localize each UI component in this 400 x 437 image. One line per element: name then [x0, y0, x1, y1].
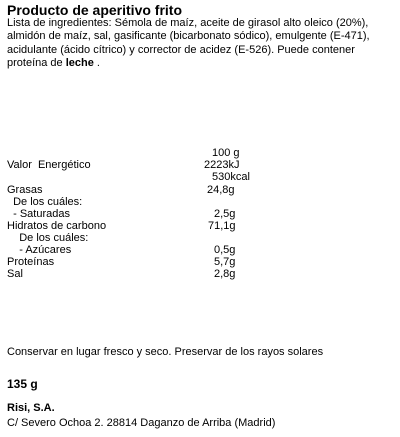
nutrient-value: 5,7g	[214, 256, 236, 268]
energy-label: Valor Energético	[7, 159, 91, 171]
net-weight: 135 g	[7, 377, 38, 391]
nutrient-label: De los cuáles:	[7, 196, 83, 208]
nutrition-row	[0, 268, 400, 281]
nutrient-value: 24,8g	[207, 184, 235, 196]
company-name: Risi, S.A.	[7, 402, 55, 414]
nutrient-label: Hidratos de carbono	[7, 220, 107, 232]
ingredients-list	[7, 17, 395, 71]
product-title: Producto de aperitivo frito	[7, 2, 183, 18]
nutrient-label: Grasas	[7, 184, 43, 196]
nutrient-value: 2,5g	[214, 208, 236, 220]
nutrient-label: De los cuáles:	[7, 232, 89, 244]
nutrition-per-100g-header: 100 g	[212, 147, 240, 159]
energy-kcal-value: 530kcal	[212, 171, 250, 183]
ingredients-end: .	[93, 57, 100, 70]
nutrient-label: Proteínas	[7, 256, 55, 268]
nutrient-value: 0,5g	[214, 244, 236, 256]
ingredients-text: Lista de ingredientes: Sémola de maíz, aceite de girasol alto oleico (20%), almidón de maíz, sal, gasificante (bicarbonato sódico), emulgente (E-471), acidulante (ácido cítrico) y corrector de acidez (E-526). Puede contener proteína de	[7, 17, 370, 70]
company-address: C/ Severo Ochoa 2. 28814 Daganzo de Arriba (Madrid)	[7, 417, 276, 429]
nutrition-energy-kcal-row	[0, 171, 400, 184]
nutrient-label: - Saturadas	[7, 208, 70, 220]
energy-kj-value: 2223kJ	[204, 159, 240, 171]
nutrient-label: - Azúcares	[7, 244, 72, 256]
storage-instructions: Conservar en lugar fresco y seco. Preservar de los rayos solares	[7, 346, 324, 358]
allergen-text: leche	[65, 57, 94, 70]
nutrient-value: 71,1g	[208, 220, 236, 232]
nutrient-value: 2,8g	[214, 268, 236, 280]
nutrient-label: Sal	[7, 268, 23, 280]
